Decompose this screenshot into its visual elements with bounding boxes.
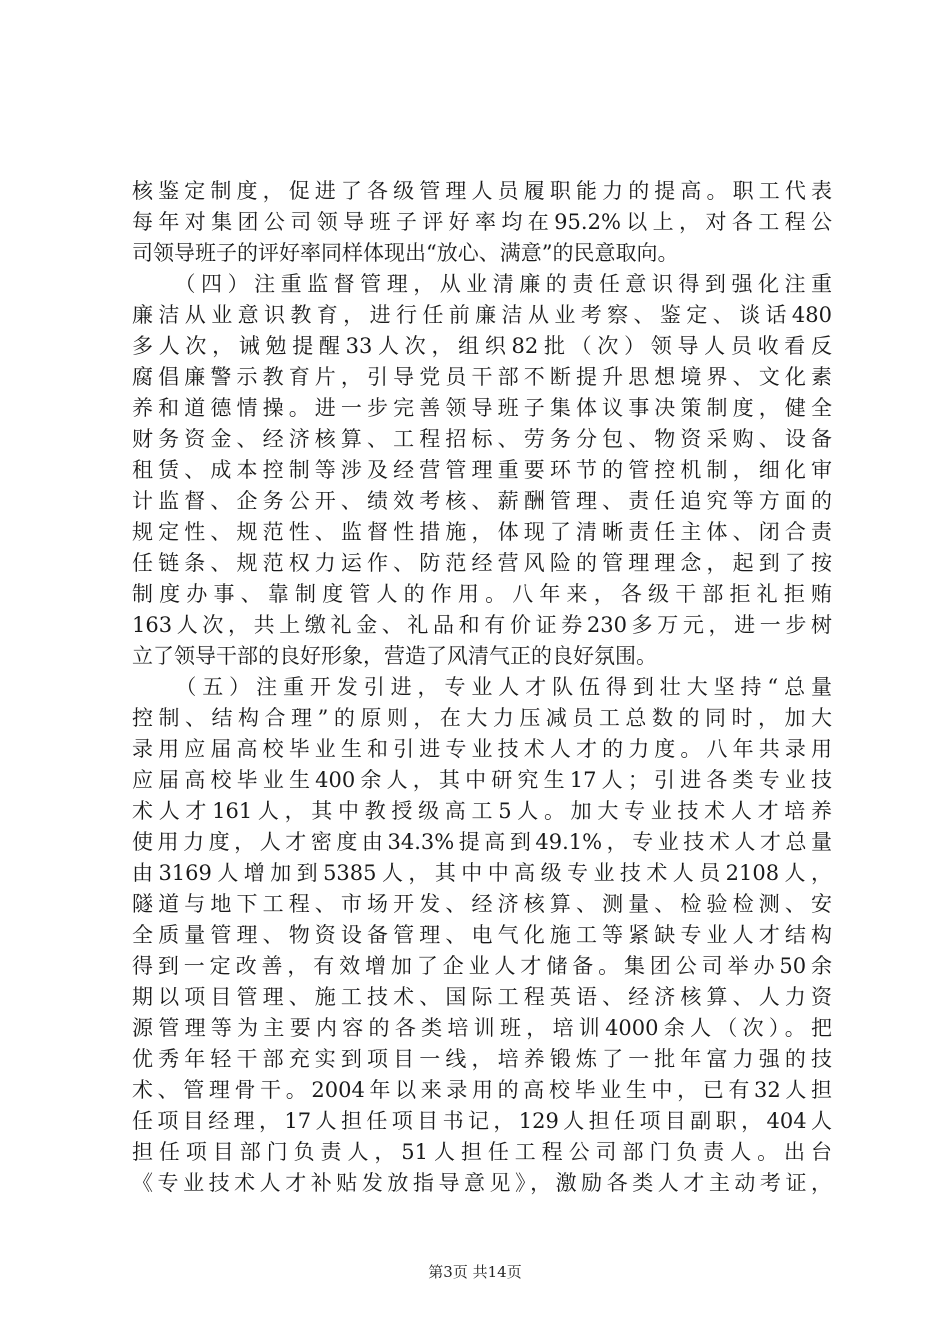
text-line: 期以项目管理、施工技术、国际工程英语、经济核算、人力资 — [132, 985, 832, 1009]
text-line: 术人才161人，其中教授级高工5人。加大专业技术人才培养 — [132, 799, 832, 823]
text-line: 得到一定改善，有效增加了企业人才储备。集团公司举办50余 — [132, 954, 832, 978]
text-line: 隧道与地下工程、市场开发、经济核算、测量、检验检测、安 — [132, 892, 832, 916]
text-line: 术、管理骨干。2004年以来录用的高校毕业生中，已有32人担 — [132, 1078, 832, 1102]
page-footer — [0, 1262, 950, 1282]
text-line: 《专业技术人才补贴发放指导意见》，激励各类人才主动考证， — [132, 1171, 832, 1195]
text-line: 计监督、企务公开、绩效考核、薪酬管理、责任追究等方面的 — [132, 489, 832, 513]
text-line: 制度办事、靠制度管人的作用。八年来，各级干部拒礼拒贿 — [132, 582, 832, 606]
text-line: 优秀年轻干部充实到项目一线，培养锻炼了一批年富力强的技 — [132, 1047, 832, 1071]
page-number-label: 第3页 共14页 — [428, 1263, 522, 1281]
text-line: 规定性、规范性、监督性措施，体现了清晰责任主体、闭合责 — [132, 520, 832, 544]
text-line: 多人次，诫勉提醒33人次，组织82批（次）领导人员收看反 — [132, 334, 832, 358]
text-line: 使用力度，人才密度由34.3%提高到49.1%，专业技术人才总量 — [132, 830, 832, 854]
text-line: 每年对集团公司领导班子评好率均在95.2%以上，对各工程公 — [132, 210, 832, 234]
body-text — [132, 176, 832, 1199]
text-line: （四）注重监督管理，从业清廉的责任意识得到强化注重 — [132, 272, 832, 296]
text-line: 司领导班子的评好率同样体现出“放心、满意”的民意取向。 — [132, 241, 679, 265]
text-line: 租赁、成本控制等涉及经营管理重要环节的管控机制，细化审 — [132, 458, 832, 482]
text-line: 担任项目部门负责人，51人担任工程公司部门负责人。出台 — [132, 1140, 832, 1164]
text-line: 控制、结构合理”的原则，在大力压减员工总数的同时，加大 — [132, 706, 832, 730]
text-line: 核鉴定制度，促进了各级管理人员履职能力的提高。职工代表 — [132, 179, 832, 203]
text-line: 任项目经理，17人担任项目书记，129人担任项目副职，404人 — [132, 1109, 832, 1133]
text-line: 源管理等为主要内容的各类培训班，培训4000余人（次）。把 — [132, 1016, 832, 1040]
text-line: 腐倡廉警示教育片，引导党员干部不断提升思想境界、文化素 — [132, 365, 832, 389]
text-line: 廉洁从业意识教育，进行任前廉洁从业考察、鉴定、谈话480 — [132, 303, 832, 327]
text-line: 财务资金、经济核算、工程招标、劳务分包、物资采购、设备 — [132, 427, 832, 451]
text-line: 应届高校毕业生400余人，其中研究生17人；引进各类专业技 — [132, 768, 832, 792]
text-line: 任链条、规范权力运作、防范经营风险的管理理念，起到了按 — [132, 551, 832, 575]
text-line: 录用应届高校毕业生和引进专业技术人才的力度。八年共录用 — [132, 737, 832, 761]
text-line: 163人次，共上缴礼金、礼品和有价证券230多万元，进一步树 — [132, 613, 832, 637]
text-line: 由3169人增加到5385人，其中中高级专业技术人员2108人， — [132, 861, 832, 885]
text-line: 立了领导干部的良好形象，营造了风清气正的良好氛围。 — [132, 644, 657, 668]
text-line: 全质量管理、物资设备管理、电气化施工等紧缺专业人才结构 — [132, 923, 832, 947]
text-line: （五）注重开发引进，专业人才队伍得到壮大坚持“总量 — [132, 675, 832, 699]
text-line: 养和道德情操。进一步完善领导班子集体议事决策制度，健全 — [132, 396, 832, 420]
